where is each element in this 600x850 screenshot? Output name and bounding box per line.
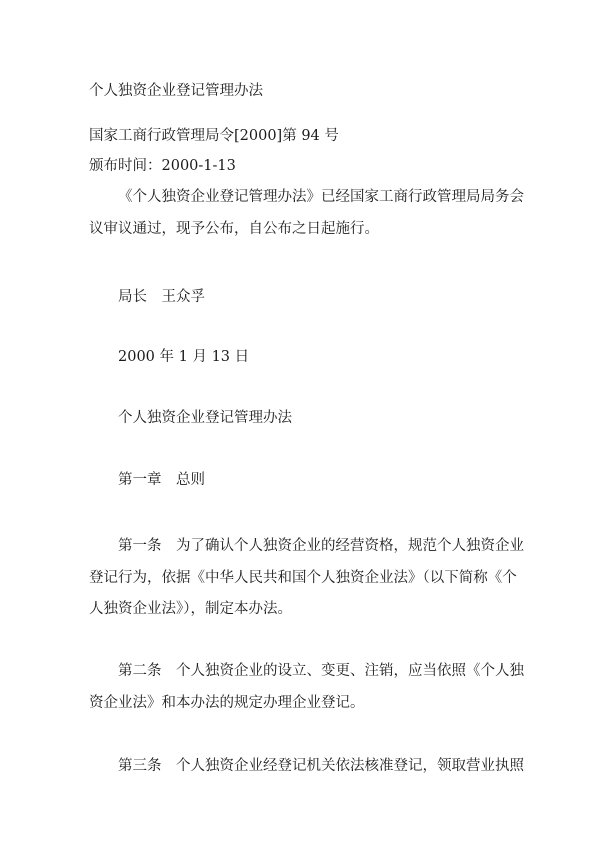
article-1-line-1: 第一条 为了确认个人独资企业的经营资格，规范个人独资企业 (118, 538, 524, 554)
body-title: 个人独资企业登记管理办法 (118, 410, 292, 426)
article-1-line-3: 人独资企业法》），制定本办法。 (89, 601, 292, 617)
intro-line-2: 议审议通过，现予公布，自公布之日起施行。 (89, 221, 379, 237)
order-number: 国家工商行政管理局令[2000]第 94 号 (89, 128, 339, 144)
article-2-line-2: 资企业法》和本办法的规定办理企业登记。 (89, 695, 365, 711)
article-1-line-2: 登记行为，依据《中华人民共和国个人独资企业法》（以下简称《个 (89, 570, 517, 586)
article-2-line-1: 第二条 个人独资企业的设立、变更、注销，应当依照《个人独 (118, 663, 524, 679)
document-top-title: 个人独资企业登记管理办法 (89, 83, 263, 99)
issue-date: 颁布时间：2000-1-13 (89, 158, 236, 174)
intro-line-1: 《个人独资企业登记管理办法》已经国家工商行政管理局局务会 (118, 189, 524, 205)
chapter-heading: 第一章 总则 (118, 472, 205, 488)
article-3-line-1: 第三条 个人独资企业经登记机关依法核准登记，领取营业执照 (118, 758, 524, 774)
signer: 局长 王众孚 (118, 289, 205, 305)
signing-date: 2000 年 1 月 13 日 (118, 349, 250, 365)
